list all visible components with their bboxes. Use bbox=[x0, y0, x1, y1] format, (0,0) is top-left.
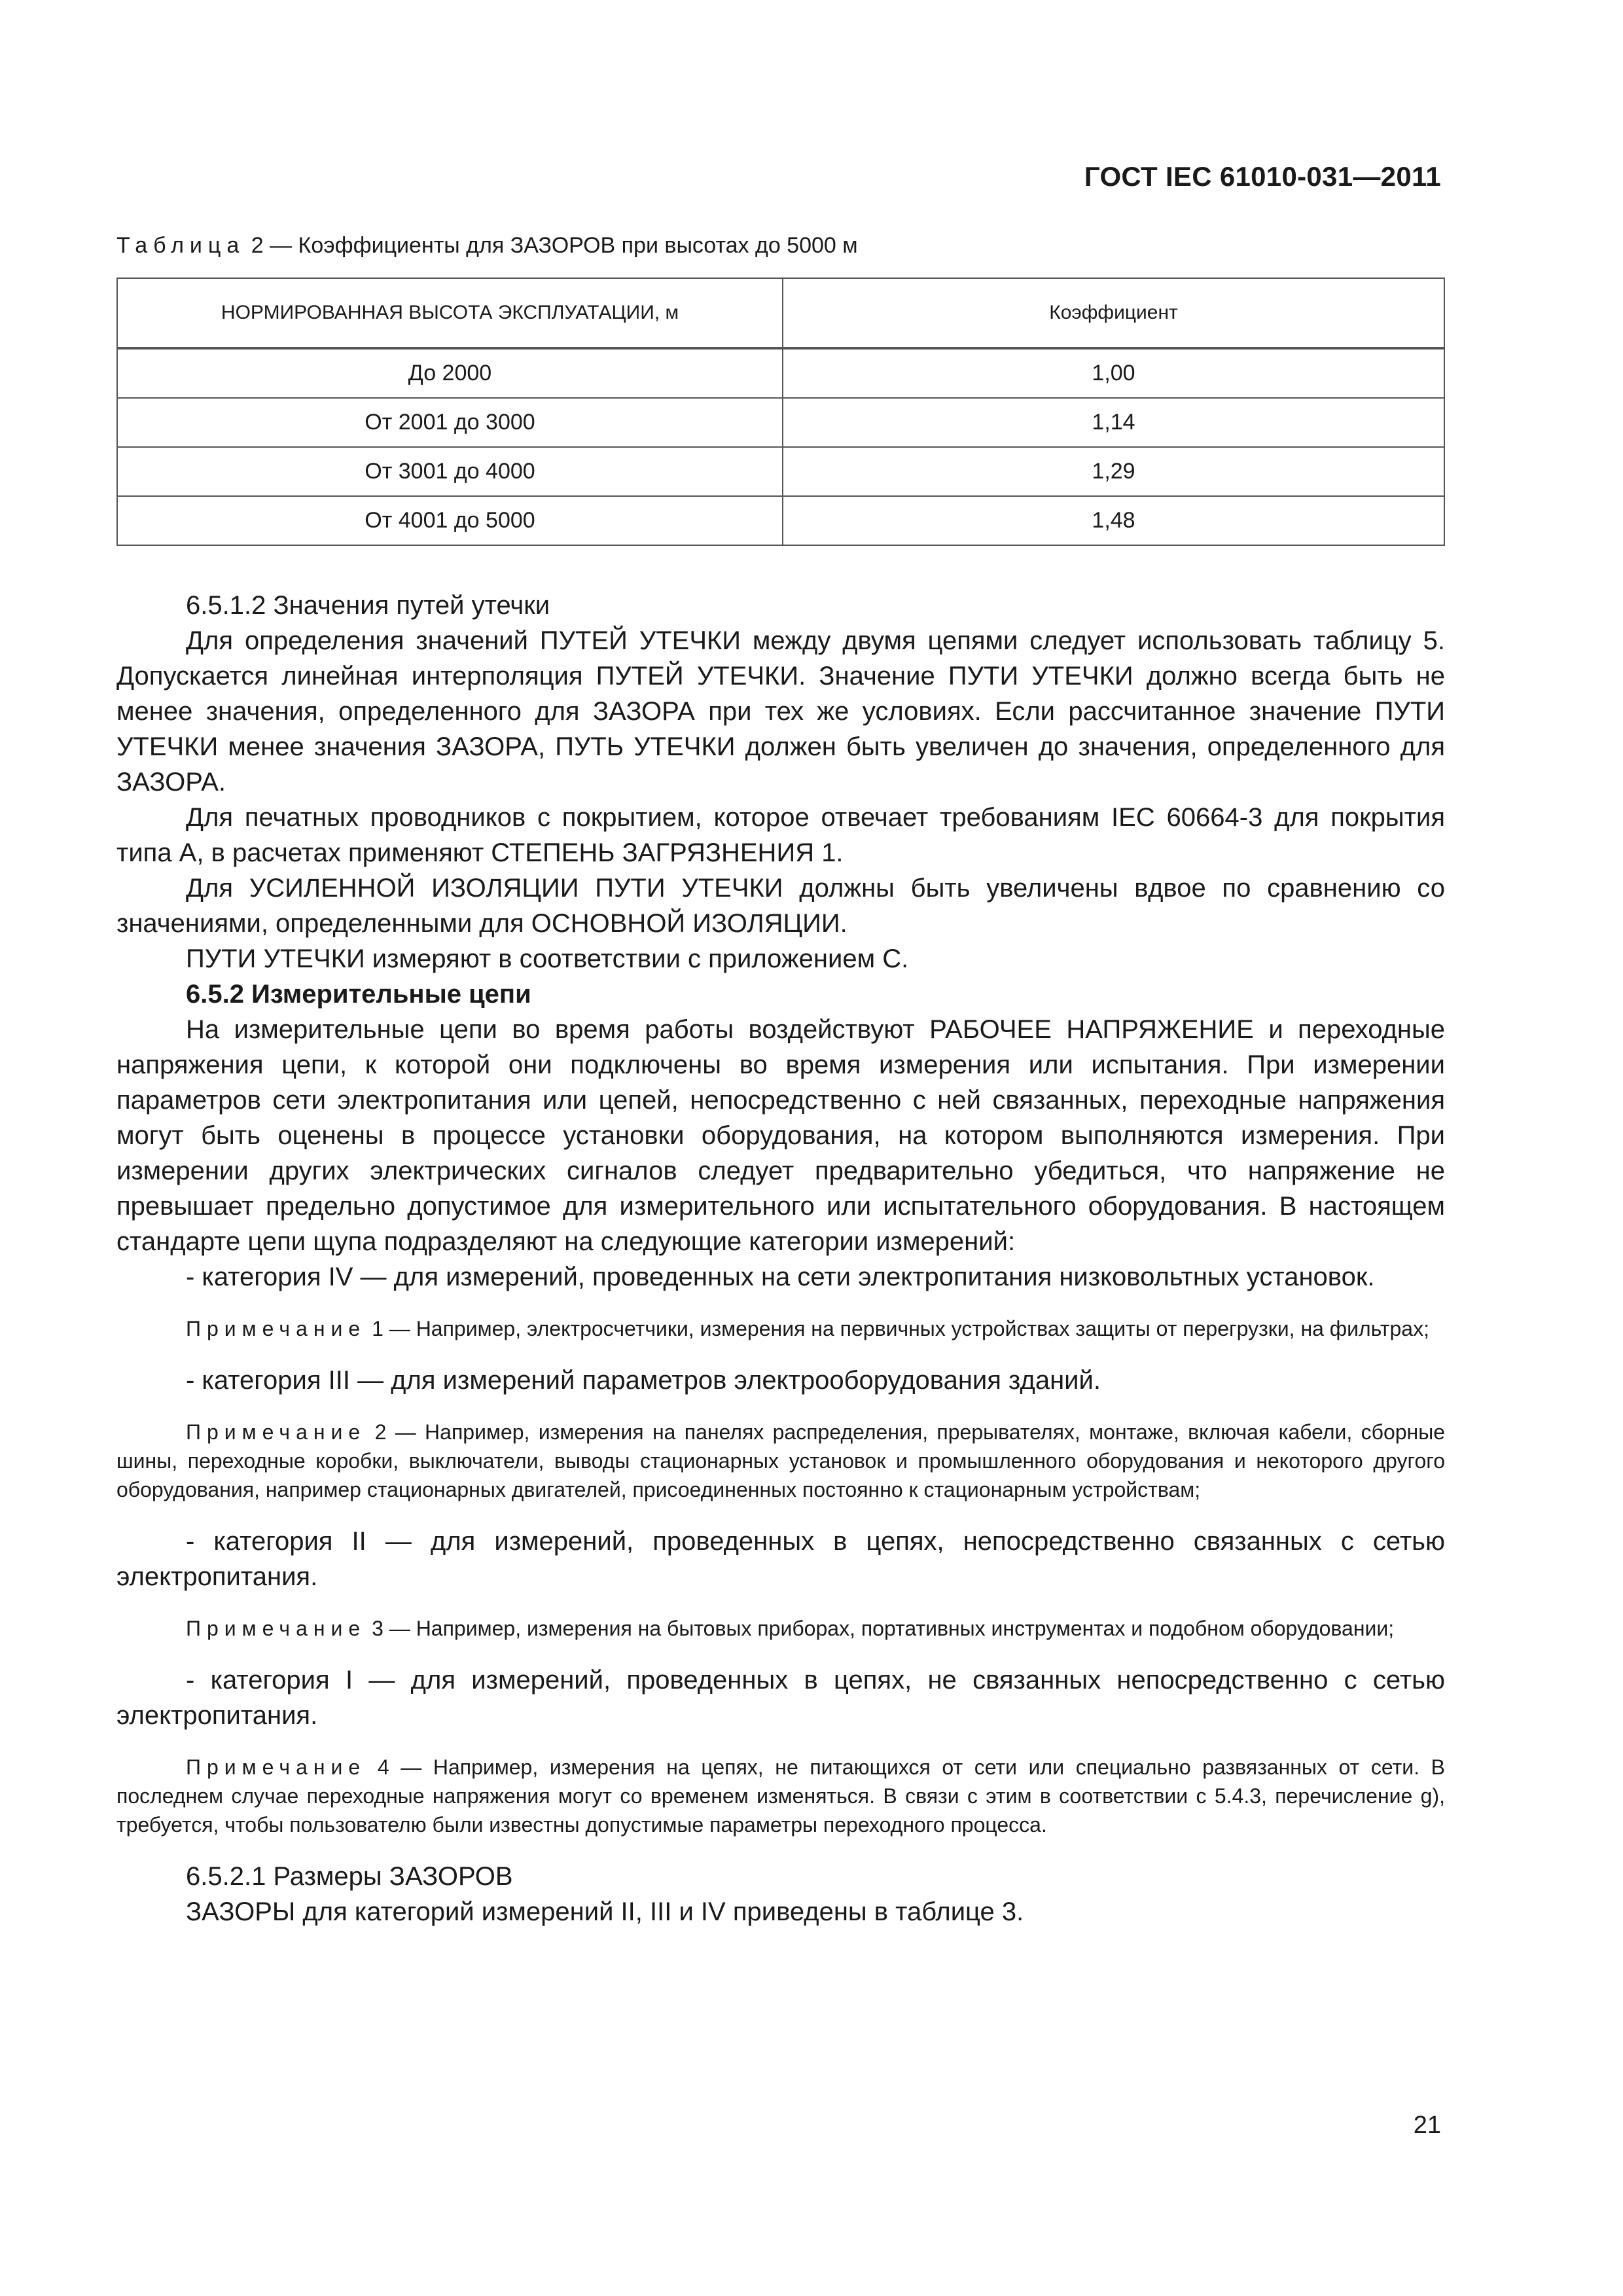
cell-coefficient: 1,00 bbox=[783, 348, 1444, 398]
category-item: - категория II — для измерений, проведенных в цепях, непосредственно связанных с сетью электропитания. bbox=[116, 1527, 1445, 1591]
note-label: Примечание bbox=[186, 1755, 366, 1779]
paragraph: ПУТИ УТЕЧКИ измеряют в соответствии с приложением С. bbox=[186, 944, 909, 973]
document-number-header: ГОСТ IEC 61010-031—2011 bbox=[1084, 161, 1441, 192]
table-caption-text: 2 — Коэффициенты для ЗАЗОРОВ при высотах до 5000 м bbox=[245, 233, 858, 258]
column-header-height: НОРМИРОВАННАЯ ВЫСОТА ЭКСПЛУАТАЦИИ, м bbox=[117, 278, 783, 348]
section-6-5-2-1-title: 6.5.2.1 Размеры ЗАЗОРОВ bbox=[186, 1862, 513, 1891]
page-number: 21 bbox=[1413, 2111, 1441, 2139]
cell-coefficient: 1,29 bbox=[783, 447, 1444, 496]
note-text: 1 — Например, электросчетчики, измерения на первичных устройствах защиты от перегрузки, на фильтрах; bbox=[366, 1317, 1429, 1340]
category-item: - категория III — для измерений параметров электрооборудования зданий. bbox=[186, 1366, 1101, 1395]
table-caption bbox=[116, 233, 858, 259]
paragraph: Для УСИЛЕННОЙ ИЗОЛЯЦИИ ПУТИ УТЕЧКИ должны быть увеличены вдвое по сравнению со значениями, определенными для ОСНОВНОЙ ИЗОЛЯЦИИ. bbox=[116, 874, 1445, 938]
paragraph: На измерительные цепи во время работы воздействуют РАБОЧЕЕ НАПРЯЖЕНИЕ и переходные напряжения цепи, к которой они подключены во время измерения или испытания. При измерении параметров сети электропитания или цепей, непосредственно с ней связанных, переходные напряжения могут быть оценены в процессе установки оборудования, на котором выполняются измерения. При измерении других электрических сигналов следует предварительно убедиться, что напряжение не превышает предельно допустимое для измерительного или испытательного оборудования. В настоящем стандарте цепи щупа подразделяют на следующие категории измерений: bbox=[116, 1015, 1445, 1256]
note bbox=[116, 1753, 1445, 1839]
paragraph: Для печатных проводников с покрытием, которое отвечает требованиям IEC 60664-3 для покрытия типа А, в расчетах применяют СТЕПЕНЬ ЗАГРЯЗНЕНИЯ 1. bbox=[116, 803, 1445, 867]
table-row bbox=[117, 398, 1444, 447]
note bbox=[116, 1614, 1445, 1643]
table-row bbox=[117, 348, 1444, 398]
note-label: Примечание bbox=[186, 1317, 366, 1340]
cell-height: От 3001 до 4000 bbox=[117, 447, 783, 496]
cell-height: От 4001 до 5000 bbox=[117, 496, 783, 545]
section-6-5-1-2-title: 6.5.1.2 Значения путей утечки bbox=[186, 591, 550, 620]
cell-coefficient: 1,48 bbox=[783, 496, 1444, 545]
note-label: Примечание bbox=[186, 1617, 366, 1640]
category-item: - категория IV — для измерений, проведенных на сети электропитания низковольтных установок. bbox=[186, 1263, 1375, 1291]
body-text bbox=[116, 588, 1445, 1929]
category-item: - категория I — для измерений, проведенных в цепях, не связанных непосредственно с сетью электропитания. bbox=[116, 1666, 1445, 1730]
cell-height: До 2000 bbox=[117, 348, 783, 398]
table-header-row bbox=[117, 278, 1444, 348]
cell-height: От 2001 до 3000 bbox=[117, 398, 783, 447]
paragraph: Для определения значений ПУТЕЙ УТЕЧКИ между двумя цепями следует использовать таблицу 5. Допускается линейная интерполяция ПУТЕЙ УТЕЧКИ. Значение ПУТИ УТЕЧКИ должно всегда быть не менее значения, определенного для ЗАЗОРА при тех же условиях. Если рассчитанное значение ПУТИ УТЕЧКИ менее значения ЗАЗОРА, ПУТЬ УТЕЧКИ должен быть увеличен до значения, определенного для ЗАЗОРА. bbox=[116, 626, 1445, 797]
note-text: 2 — Например, измерения на панелях распределения, прерывателях, монтаже, включая кабели, сборные шины, переходные коробки, выключатели, выводы стационарных установок и промышленного оборудования и некоторого другого оборудования, например стационарных двигателей, присоединенных постоянно к стационарным устройствам; bbox=[116, 1420, 1445, 1501]
coefficient-table bbox=[116, 278, 1445, 546]
note-text: 3 — Например, измерения на бытовых приборах, портативных инструментах и подобном оборудовании; bbox=[366, 1617, 1395, 1640]
note-text: 4 — Например, измерения на цепях, не питающихся от сети или специально развязанных от сети. В последнем случае переходные напряжения могут со временем изменяться. В связи с этим в соответствии с 5.4.3, перечисление g), требуется, чтобы пользователю были известны допустимые параметры переходного процесса. bbox=[116, 1755, 1445, 1837]
table-row bbox=[117, 496, 1444, 545]
note-label: Примечание bbox=[186, 1420, 366, 1444]
column-header-coefficient: Коэффициент bbox=[783, 278, 1444, 348]
paragraph: ЗАЗОРЫ для категорий измерений II, III и IV приведены в таблице 3. bbox=[186, 1897, 1024, 1926]
table-row bbox=[117, 447, 1444, 496]
table-caption-label: Таблица bbox=[116, 233, 245, 258]
cell-coefficient: 1,14 bbox=[783, 398, 1444, 447]
note bbox=[116, 1314, 1445, 1343]
section-6-5-2-title: 6.5.2 Измерительные цепи bbox=[186, 980, 531, 1009]
note bbox=[116, 1418, 1445, 1504]
